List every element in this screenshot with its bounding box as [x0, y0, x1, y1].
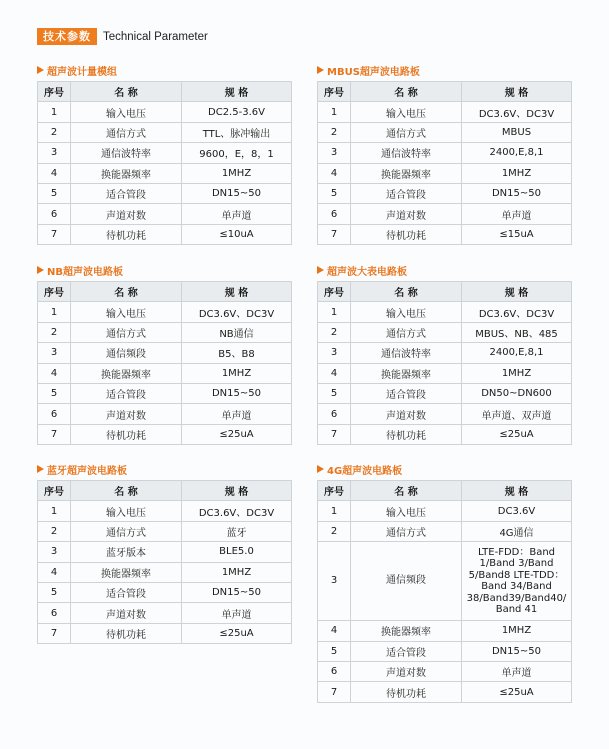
param-name: 通信方式: [351, 521, 462, 541]
spec-table: [37, 281, 292, 445]
table-row: [38, 122, 292, 142]
table-row: [38, 562, 292, 582]
table-row: [318, 682, 572, 702]
triangle-marker-icon: [317, 266, 324, 274]
param-name: 输入电压: [71, 501, 182, 521]
table-row: [318, 521, 572, 541]
section-title: [317, 461, 571, 477]
param-name: 通信方式: [71, 322, 182, 342]
row-index: 2: [318, 521, 351, 541]
row-index: 1: [318, 102, 351, 122]
row-index: 5: [318, 183, 351, 203]
param-value: BLE5.0: [182, 542, 292, 562]
triangle-marker-icon: [317, 66, 324, 74]
param-value: DN15~50: [182, 183, 292, 203]
param-name: 输入电压: [351, 501, 462, 521]
param-value: DN15~50: [182, 383, 292, 403]
param-name: 声道对数: [351, 404, 462, 424]
row-index: 2: [318, 122, 351, 142]
column-header: 名 称: [351, 282, 462, 302]
param-name: 通信方式: [71, 122, 182, 142]
section-title-text: 蓝牙超声波电路板: [47, 465, 127, 477]
table-row: [318, 424, 572, 444]
row-index: 6: [38, 204, 71, 224]
param-value: DC3.6V、DC3V: [182, 302, 292, 322]
section-title-text: 超声波大表电路板: [327, 266, 407, 278]
param-value: 单声道: [462, 661, 572, 681]
param-name: 通信波特率: [71, 143, 182, 163]
row-index: 1: [38, 302, 71, 322]
row-index: 7: [38, 424, 71, 444]
spec-section-4g-board: [317, 461, 571, 703]
row-index: 4: [318, 363, 351, 383]
section-title: [317, 262, 571, 278]
param-name: 声道对数: [71, 404, 182, 424]
spec-table: [317, 480, 572, 703]
row-index: 5: [318, 383, 351, 403]
param-value: DC3.6V、DC3V: [182, 501, 292, 521]
section-header: [37, 28, 208, 45]
table-row: [38, 424, 292, 444]
table-row: [38, 623, 292, 643]
triangle-marker-icon: [37, 266, 44, 274]
row-index: 6: [318, 404, 351, 424]
column-header: 规 格: [182, 82, 292, 102]
param-name: 声道对数: [351, 204, 462, 224]
spec-table: [37, 480, 292, 644]
table-row: [38, 383, 292, 403]
row-index: 5: [38, 383, 71, 403]
row-index: 2: [38, 322, 71, 342]
param-name: 声道对数: [71, 603, 182, 623]
column-header: 序号: [38, 282, 71, 302]
table-row: [318, 363, 572, 383]
row-index: 3: [318, 343, 351, 363]
param-value: NB通信: [182, 322, 292, 342]
spec-section-large-meter-board: [317, 262, 571, 445]
param-name: 待机功耗: [351, 682, 462, 702]
table-row: [318, 404, 572, 424]
row-index: 5: [38, 582, 71, 602]
param-value: 1MHZ: [462, 363, 572, 383]
row-index: 1: [318, 302, 351, 322]
row-index: 2: [38, 122, 71, 142]
param-name: 换能器频率: [71, 163, 182, 183]
column-header: 序号: [318, 282, 351, 302]
param-value: DN50~DN600: [462, 383, 572, 403]
column-header: 序号: [318, 82, 351, 102]
param-name: 通信方式: [351, 322, 462, 342]
table-row: [38, 501, 292, 521]
param-name: 通信频段: [71, 343, 182, 363]
column-header: 规 格: [182, 481, 292, 501]
param-value: 单声道、双声道: [462, 404, 572, 424]
table-row: [38, 224, 292, 244]
row-index: 4: [318, 163, 351, 183]
table-row: [318, 163, 572, 183]
param-name: 通信波特率: [351, 143, 462, 163]
param-name: 声道对数: [71, 204, 182, 224]
param-name: 通信方式: [71, 521, 182, 541]
section-title: [37, 461, 291, 477]
row-index: 1: [38, 102, 71, 122]
param-value: DC3.6V、DC3V: [462, 302, 572, 322]
row-index: 3: [318, 542, 351, 621]
param-value: TTL、脉冲输出: [182, 122, 292, 142]
table-row: [318, 204, 572, 224]
section-title: [317, 62, 571, 78]
param-value: ≤25uA: [462, 682, 572, 702]
param-value: MBUS、NB、485: [462, 322, 572, 342]
section-title: [37, 62, 291, 78]
section-title: [37, 262, 291, 278]
row-index: 3: [38, 542, 71, 562]
param-value: DN15~50: [462, 183, 572, 203]
row-index: 6: [38, 404, 71, 424]
table-row: [318, 122, 572, 142]
param-value: 4G通信: [462, 521, 572, 541]
param-name: 换能器频率: [71, 562, 182, 582]
table-row: [318, 621, 572, 641]
row-index: 3: [38, 343, 71, 363]
column-header: 规 格: [462, 82, 572, 102]
spec-section-ultrasonic-module: [37, 62, 291, 245]
row-index: 7: [318, 682, 351, 702]
param-value: ≤25uA: [462, 424, 572, 444]
param-name: 通信频段: [351, 542, 462, 621]
param-value: ≤25uA: [182, 623, 292, 643]
table-header-row: [318, 82, 572, 102]
row-index: 7: [318, 424, 351, 444]
param-value: 1MHZ: [182, 562, 292, 582]
param-name: 适合管段: [351, 641, 462, 661]
table-row: [38, 542, 292, 562]
spec-table: [37, 81, 292, 245]
row-index: 6: [318, 661, 351, 681]
column-header: 规 格: [462, 481, 572, 501]
param-name: 适合管段: [351, 183, 462, 203]
param-value: LTE-FDD：Band 1/Band 3/Band 5/Band8 LTE-TDD：Band 34/Band 38/Band39/Band40/ Band 41: [462, 542, 572, 621]
column-header: 序号: [38, 481, 71, 501]
row-index: 6: [38, 603, 71, 623]
row-index: 2: [318, 322, 351, 342]
table-row: [318, 641, 572, 661]
param-value: ≤25uA: [182, 424, 292, 444]
param-value: 2400,E,8,1: [462, 343, 572, 363]
triangle-marker-icon: [37, 66, 44, 74]
table-row: [318, 143, 572, 163]
param-value: 蓝牙: [182, 521, 292, 541]
table-row: [38, 582, 292, 602]
param-name: 蓝牙版本: [71, 542, 182, 562]
spec-table: [317, 281, 572, 445]
table-row: [318, 224, 572, 244]
param-value: 单声道: [462, 204, 572, 224]
triangle-marker-icon: [317, 465, 324, 473]
row-index: 6: [318, 204, 351, 224]
param-name: 待机功耗: [351, 424, 462, 444]
param-value: 2400,E,8,1: [462, 143, 572, 163]
param-name: 输入电压: [71, 302, 182, 322]
section-title-text: MBUS超声波电路板: [327, 66, 420, 78]
table-header-row: [38, 481, 292, 501]
param-name: 待机功耗: [71, 224, 182, 244]
table-row: [38, 363, 292, 383]
row-index: 5: [318, 641, 351, 661]
param-value: 1MHZ: [182, 363, 292, 383]
param-name: 声道对数: [351, 661, 462, 681]
table-row: [318, 102, 572, 122]
param-value: 单声道: [182, 204, 292, 224]
param-value: B5、B8: [182, 343, 292, 363]
column-header: 规 格: [462, 282, 572, 302]
table-row: [38, 302, 292, 322]
column-header: 规 格: [182, 282, 292, 302]
table-row: [38, 183, 292, 203]
header-badge: 技术参数: [37, 28, 97, 45]
section-title-text: NB超声波电路板: [47, 266, 123, 278]
section-title-text: 超声波计量模组: [47, 66, 117, 78]
column-header: 名 称: [351, 481, 462, 501]
table-row: [318, 383, 572, 403]
param-name: 适合管段: [71, 383, 182, 403]
param-value: ≤15uA: [462, 224, 572, 244]
row-index: 4: [318, 621, 351, 641]
param-value: 单声道: [182, 603, 292, 623]
spec-section-bluetooth-board: [37, 461, 291, 644]
column-header: 名 称: [71, 481, 182, 501]
param-value: DN15~50: [182, 582, 292, 602]
table-row: [318, 302, 572, 322]
table-row: [38, 204, 292, 224]
table-header-row: [38, 282, 292, 302]
param-value: 单声道: [182, 404, 292, 424]
table-row: [38, 322, 292, 342]
column-header: 名 称: [71, 82, 182, 102]
row-index: 4: [38, 363, 71, 383]
param-value: 1MHZ: [462, 621, 572, 641]
row-index: 4: [38, 163, 71, 183]
table-row: [38, 343, 292, 363]
param-value: DC3.6V、DC3V: [462, 102, 572, 122]
param-name: 输入电压: [71, 102, 182, 122]
table-header-row: [38, 82, 292, 102]
row-index: 3: [318, 143, 351, 163]
param-name: 换能器频率: [351, 621, 462, 641]
param-value: 9600，E，8，1: [182, 143, 292, 163]
param-value: DC2.5-3.6V: [182, 102, 292, 122]
param-name: 换能器频率: [351, 163, 462, 183]
param-value: 1MHZ: [182, 163, 292, 183]
table-row: [318, 343, 572, 363]
row-index: 1: [318, 501, 351, 521]
table-row: [38, 404, 292, 424]
param-name: 输入电压: [351, 302, 462, 322]
param-name: 适合管段: [71, 183, 182, 203]
param-name: 待机功耗: [71, 424, 182, 444]
param-name: 适合管段: [71, 582, 182, 602]
row-index: 7: [318, 224, 351, 244]
param-name: 待机功耗: [71, 623, 182, 643]
param-value: MBUS: [462, 122, 572, 142]
table-row: [318, 661, 572, 681]
param-value: 1MHZ: [462, 163, 572, 183]
table-row: [38, 163, 292, 183]
triangle-marker-icon: [37, 465, 44, 473]
param-name: 换能器频率: [351, 363, 462, 383]
param-value: ≤10uA: [182, 224, 292, 244]
spec-section-mbus-board: [317, 62, 571, 245]
table-row: [38, 521, 292, 541]
param-name: 输入电压: [351, 102, 462, 122]
row-index: 7: [38, 224, 71, 244]
row-index: 2: [38, 521, 71, 541]
header-subtitle: Technical Parameter: [103, 30, 208, 43]
section-title-text: 4G超声波电路板: [327, 465, 403, 477]
column-header: 名 称: [351, 82, 462, 102]
spec-table: [317, 81, 572, 245]
spec-section-nb-board: [37, 262, 291, 445]
param-name: 适合管段: [351, 383, 462, 403]
column-header: 名 称: [71, 282, 182, 302]
table-row: [318, 183, 572, 203]
param-value: DN15~50: [462, 641, 572, 661]
row-index: 3: [38, 143, 71, 163]
table-row: [38, 102, 292, 122]
param-name: 换能器频率: [71, 363, 182, 383]
table-row: [318, 501, 572, 521]
table-row: [318, 322, 572, 342]
table-row: [318, 542, 572, 621]
column-header: 序号: [38, 82, 71, 102]
table-row: [38, 603, 292, 623]
param-value: DC3.6V: [462, 501, 572, 521]
table-header-row: [318, 481, 572, 501]
table-header-row: [318, 282, 572, 302]
column-header: 序号: [318, 481, 351, 501]
row-index: 1: [38, 501, 71, 521]
param-name: 通信波特率: [351, 343, 462, 363]
param-name: 待机功耗: [351, 224, 462, 244]
row-index: 4: [38, 562, 71, 582]
row-index: 5: [38, 183, 71, 203]
table-row: [38, 143, 292, 163]
param-name: 通信方式: [351, 122, 462, 142]
row-index: 7: [38, 623, 71, 643]
